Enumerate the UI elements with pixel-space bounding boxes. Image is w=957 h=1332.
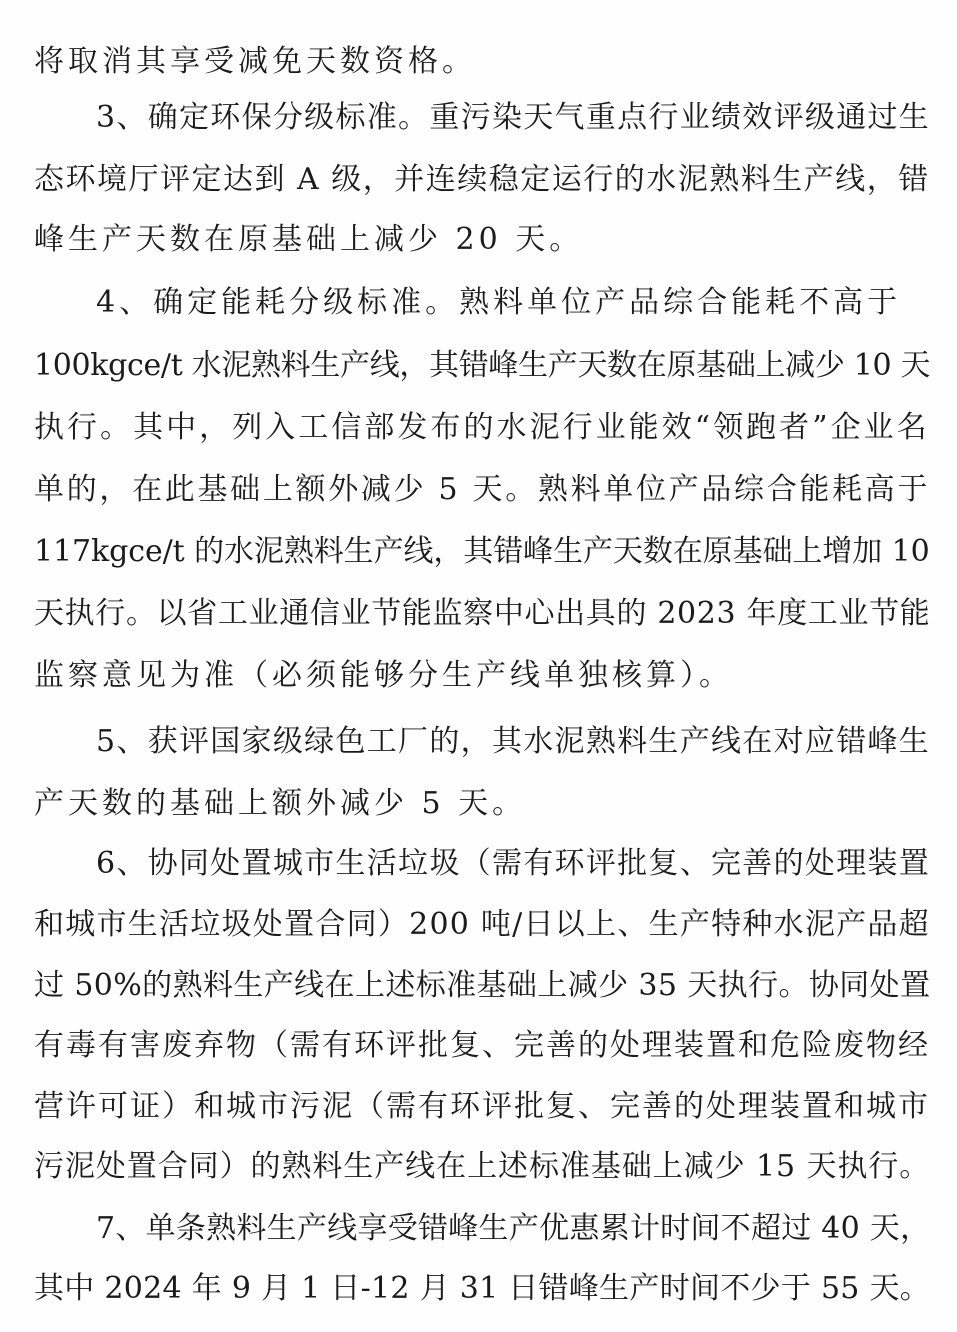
paragraph-6-line: 和城市生活垃圾处置合同）200 吨/日以上、生产特种水泥产品超	[34, 907, 930, 942]
paragraph-6-line: 6、协同处置城市生活垃圾（需有环评批复、完善的处理装置	[96, 846, 931, 881]
text-line: 将取消其享受减免天数资格。	[34, 44, 476, 79]
paragraph-5-line: 5、获评国家级绿色工厂的，其水泥熟料生产线在对应错峰生	[96, 724, 931, 759]
paragraph-3-line: 峰生产天数在原基础上减少 20 天。	[34, 222, 584, 257]
paragraph-4-line: 天执行。以省工业通信业节能监察中心出具的 2023 年度工业节能	[34, 596, 931, 631]
paragraph-6-line: 过 50%的熟料生产线在上述标准基础上减少 35 天执行。协同处置	[34, 968, 931, 1003]
paragraph-6-line: 污泥处置合同）的熟料生产线在上述标准基础上减少 15 天执行。	[34, 1149, 931, 1184]
paragraph-4-line: 执行。其中，列入工信部发布的水泥行业能效“领跑者”企业名	[34, 410, 930, 445]
paragraph-3-line: 态环境厅评定达到 A 级，并连续稳定运行的水泥熟料生产线，错	[34, 162, 930, 197]
paragraph-4-line: 监察意见为准（必须能够分生产线单独核算）。	[34, 658, 733, 693]
paragraph-5-line: 产天数的基础上额外减少 5 天。	[34, 786, 527, 821]
paragraph-3-line: 3、确定环保分级标准。重污染天气重点行业绩效评级通过生	[96, 100, 931, 135]
paragraph-4-line: 117kgce/t 的水泥熟料生产线，其错峰生产天数在原基础上增加 10	[34, 534, 930, 569]
paragraph-7-line: 7、单条熟料生产线享受错峰生产优惠累计时间不超过 40 天，	[96, 1211, 931, 1246]
paragraph-4-line: 4、确定能耗分级标准。熟料单位产品综合能耗不高于	[96, 285, 902, 320]
paragraph-6-line: 营许可证）和城市污泥（需有环评批复、完善的处理装置和城市	[34, 1089, 930, 1124]
paragraph-4-line: 单的，在此基础上额外减少 5 天。熟料单位产品综合能耗高于	[34, 472, 931, 507]
paragraph-7-line: 其中 2024 年 9 月 1 日-12 月 31 日错峰生产时间不少于 55 天。	[34, 1271, 931, 1306]
paragraph-6-line: 有毒有害废弃物（需有环评批复、完善的处理装置和危险废物经	[34, 1028, 930, 1063]
paragraph-4-line: 100kgce/t 水泥熟料生产线，其错峰生产天数在原基础上减少 10 天	[34, 348, 931, 383]
